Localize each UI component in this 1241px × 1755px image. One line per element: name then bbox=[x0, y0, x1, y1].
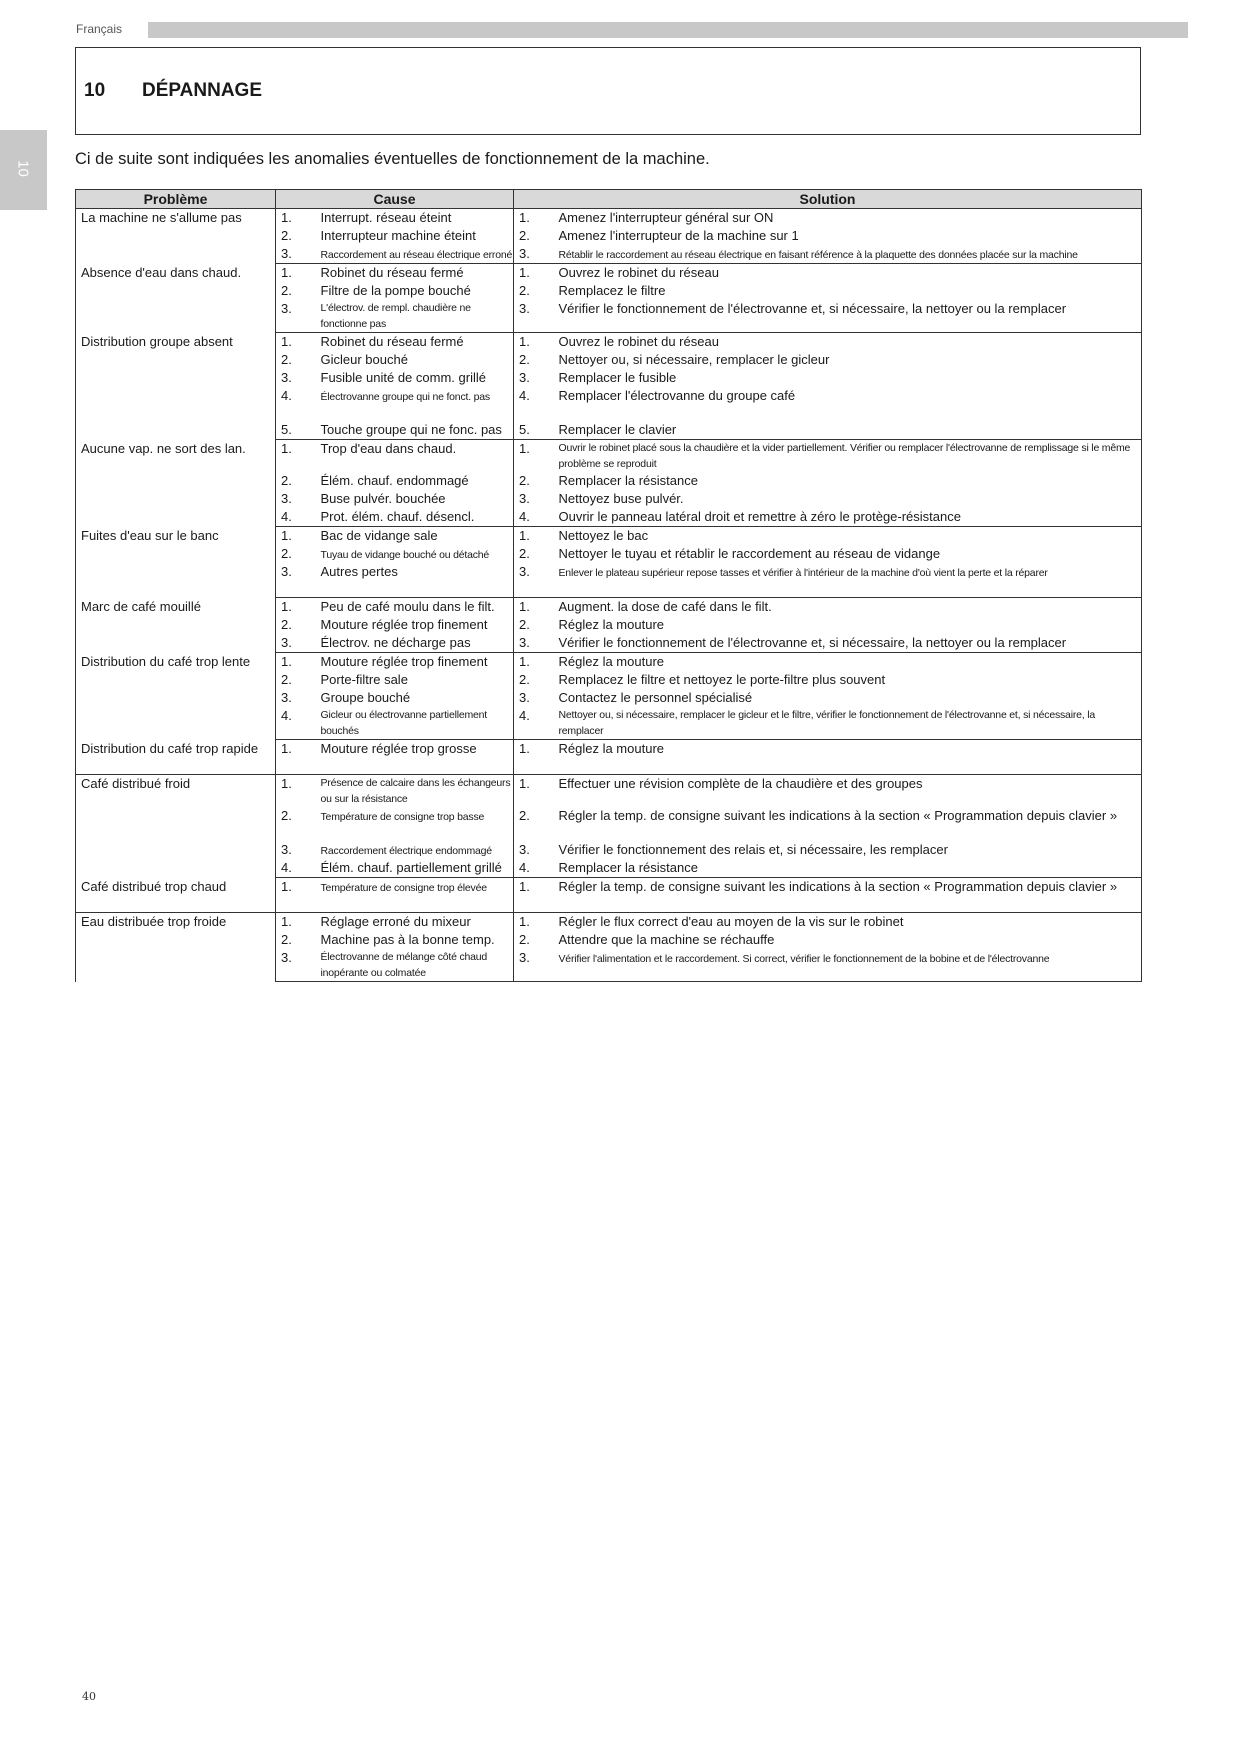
cause-number: 1. bbox=[276, 264, 321, 283]
cause-cell: Électrov. ne décharge pas bbox=[321, 634, 514, 653]
problem-cell: Eau distribuée trop froide bbox=[76, 913, 276, 982]
cause-number: 4. bbox=[276, 707, 321, 740]
solution-cell: Réglez la mouture bbox=[559, 616, 1142, 634]
solution-cell bbox=[559, 563, 1142, 598]
cause-cell-text: Température de consigne trop élevée bbox=[320, 882, 487, 894]
cause-number: 3. bbox=[276, 841, 321, 859]
solution-number: 1. bbox=[514, 209, 559, 228]
solution-number: 2. bbox=[514, 545, 559, 563]
table-row bbox=[76, 333, 1142, 352]
cause-number: 4. bbox=[276, 387, 321, 421]
cause-cell-text: Électrovanne groupe qui ne fonct. pas bbox=[320, 391, 490, 403]
cause-cell: Mouture réglée trop finement bbox=[321, 616, 514, 634]
solution-number: 3. bbox=[514, 563, 559, 598]
cause-number: 3. bbox=[276, 949, 321, 982]
table-row bbox=[76, 878, 1142, 913]
solution-number: 3. bbox=[514, 689, 559, 707]
solution-cell: Nettoyez buse pulvér. bbox=[559, 490, 1142, 508]
cause-cell: Fusible unité de comm. grillé bbox=[321, 369, 514, 387]
cause-cell bbox=[321, 387, 514, 421]
solution-number: 1. bbox=[514, 653, 559, 672]
cause-cell-text: Électrovanne de mélange côté chaud inopérante ou colmatée bbox=[320, 951, 488, 979]
problem-cell: Fuites d'eau sur le banc bbox=[76, 527, 276, 598]
solution-number: 1. bbox=[514, 333, 559, 352]
cause-cell: Gicleur bouché bbox=[321, 351, 514, 369]
problem-cell: Café distribué trop chaud bbox=[76, 878, 276, 913]
table-row bbox=[76, 264, 1142, 283]
chapter-side-tab bbox=[0, 130, 47, 210]
cause-cell bbox=[321, 775, 514, 808]
section-number: 10 bbox=[84, 80, 106, 101]
cause-cell: Porte-filtre sale bbox=[321, 671, 514, 689]
section-title-text: DÉPANNAGE bbox=[142, 80, 262, 101]
cause-cell: Bac de vidange sale bbox=[321, 527, 514, 546]
cause-number: 5. bbox=[276, 421, 321, 440]
cause-cell bbox=[321, 707, 514, 740]
solution-cell: Remplacer le fusible bbox=[559, 369, 1142, 387]
solution-cell: Remplacer l'électrovanne du groupe café bbox=[559, 387, 1142, 421]
solution-number: 2. bbox=[514, 671, 559, 689]
table-row bbox=[76, 209, 1142, 228]
solution-cell: Vérifier le fonctionnement des relais et, si nécessaire, les remplacer bbox=[559, 841, 1142, 859]
solution-cell: Remplacer la résistance bbox=[559, 859, 1142, 878]
cause-number: 4. bbox=[276, 859, 321, 878]
solution-number: 1. bbox=[514, 527, 559, 546]
solution-number: 3. bbox=[514, 634, 559, 653]
cause-cell-text: L'électrov. de rempl. chaudière ne fonctionne pas bbox=[320, 302, 471, 330]
solution-cell: Amenez l'interrupteur général sur ON bbox=[559, 209, 1142, 228]
cause-cell bbox=[321, 807, 514, 841]
table-body bbox=[76, 209, 1142, 982]
solution-number: 3. bbox=[514, 245, 559, 264]
solution-number: 3. bbox=[514, 949, 559, 982]
cause-cell: Groupe bouché bbox=[321, 689, 514, 707]
cause-cell-text: Raccordement au réseau électrique erroné bbox=[320, 249, 513, 261]
cause-number: 3. bbox=[276, 563, 321, 598]
solution-cell: Ouvrez le robinet du réseau bbox=[559, 333, 1142, 352]
problem-cell: Café distribué froid bbox=[76, 775, 276, 878]
cause-number: 2. bbox=[276, 351, 321, 369]
table-row bbox=[76, 598, 1142, 617]
solution-number: 1. bbox=[514, 264, 559, 283]
cause-number: 1. bbox=[276, 598, 321, 617]
cause-cell-text: Raccordement électrique endommagé bbox=[320, 845, 492, 857]
table-row bbox=[76, 440, 1142, 473]
header-cause: Cause bbox=[276, 190, 514, 209]
cause-number: 1. bbox=[276, 740, 321, 775]
solution-cell: Régler la temp. de consigne suivant les indications à la section « Programmation depuis clavier » bbox=[559, 878, 1142, 913]
cause-number: 2. bbox=[276, 807, 321, 841]
problem-cell: Absence d'eau dans chaud. bbox=[76, 264, 276, 333]
cause-number: 3. bbox=[276, 245, 321, 264]
header-solution: Solution bbox=[514, 190, 1142, 209]
cause-number: 1. bbox=[276, 775, 321, 808]
cause-number: 2. bbox=[276, 671, 321, 689]
cause-cell: Robinet du réseau fermé bbox=[321, 264, 514, 283]
solution-cell: Attendre que la machine se réchauffe bbox=[559, 931, 1142, 949]
problem-cell: Distribution groupe absent bbox=[76, 333, 276, 440]
cause-cell bbox=[321, 878, 514, 913]
cause-number: 2. bbox=[276, 931, 321, 949]
cause-number: 3. bbox=[276, 369, 321, 387]
cause-number: 2. bbox=[276, 472, 321, 490]
solution-number: 1. bbox=[514, 913, 559, 932]
solution-number: 4. bbox=[514, 707, 559, 740]
solution-number: 5. bbox=[514, 421, 559, 440]
cause-number: 1. bbox=[276, 440, 321, 473]
cause-cell: Touche groupe qui ne fonc. pas bbox=[321, 421, 514, 440]
solution-number: 1. bbox=[514, 740, 559, 775]
cause-cell bbox=[321, 949, 514, 982]
cause-cell: Élém. chauf. partiellement grillé bbox=[321, 859, 514, 878]
cause-cell-text: Présence de calcaire dans les échangeurs ou sur la résistance bbox=[320, 777, 511, 805]
cause-number: 2. bbox=[276, 545, 321, 563]
cause-number: 1. bbox=[276, 209, 321, 228]
solution-cell: Régler le flux correct d'eau au moyen de la vis sur le robinet bbox=[559, 913, 1142, 932]
table-row bbox=[76, 527, 1142, 546]
cause-number: 1. bbox=[276, 527, 321, 546]
solution-number: 4. bbox=[514, 859, 559, 878]
solution-number: 1. bbox=[514, 598, 559, 617]
cause-cell: Peu de café moulu dans le filt. bbox=[321, 598, 514, 617]
cause-number: 1. bbox=[276, 913, 321, 932]
cause-cell-text: Tuyau de vidange bouché ou détaché bbox=[320, 549, 490, 561]
solution-cell: Vérifier le fonctionnement de l'électrovanne et, si nécessaire, la nettoyer ou la remplacer bbox=[559, 634, 1142, 653]
solution-number: 3. bbox=[514, 369, 559, 387]
solution-number: 2. bbox=[514, 351, 559, 369]
solution-cell: Nettoyer ou, si nécessaire, remplacer le gicleur bbox=[559, 351, 1142, 369]
solution-number: 4. bbox=[514, 387, 559, 421]
solution-number: 1. bbox=[514, 775, 559, 808]
cause-cell-text: Gicleur ou électrovanne partiellement bouchés bbox=[320, 709, 488, 737]
cause-cell: Machine pas à la bonne temp. bbox=[321, 931, 514, 949]
cause-number: 3. bbox=[276, 490, 321, 508]
solution-number: 3. bbox=[514, 490, 559, 508]
cause-number: 3. bbox=[276, 634, 321, 653]
cause-number: 2. bbox=[276, 616, 321, 634]
section-title bbox=[84, 80, 262, 102]
solution-cell: Réglez la mouture bbox=[559, 740, 1142, 775]
solution-cell: Nettoyer le tuyau et rétablir le raccordement au réseau de vidange bbox=[559, 545, 1142, 563]
page-number: 40 bbox=[82, 1690, 96, 1703]
solution-cell: Régler la temp. de consigne suivant les indications à la section « Programmation depuis clavier » bbox=[559, 807, 1142, 841]
solution-cell: Remplacer la résistance bbox=[559, 472, 1142, 490]
cause-cell-text: Température de consigne trop basse bbox=[320, 811, 485, 823]
table-row bbox=[76, 740, 1142, 775]
cause-cell: Prot. élém. chauf. désencl. bbox=[321, 508, 514, 527]
problem-cell: Aucune vap. ne sort des lan. bbox=[76, 440, 276, 527]
cause-cell bbox=[321, 841, 514, 859]
solution-number: 1. bbox=[514, 440, 559, 473]
solution-number: 2. bbox=[514, 616, 559, 634]
cause-cell: Trop d'eau dans chaud. bbox=[321, 440, 514, 473]
cause-cell: Autres pertes bbox=[321, 563, 514, 598]
cause-cell: Élém. chauf. endommagé bbox=[321, 472, 514, 490]
solution-cell bbox=[559, 245, 1142, 264]
solution-cell bbox=[559, 949, 1142, 982]
cause-cell bbox=[321, 245, 514, 264]
cause-number: 2. bbox=[276, 227, 321, 245]
solution-number: 4. bbox=[514, 508, 559, 527]
table-header-row bbox=[76, 190, 1142, 209]
solution-cell-text: Rétablir le raccordement au réseau électrique en faisant référence à la plaquette des données placée sur la machine bbox=[558, 249, 1078, 261]
section-heading-box bbox=[75, 47, 1141, 135]
cause-cell: Interrupteur machine éteint bbox=[321, 227, 514, 245]
solution-number: 2. bbox=[514, 227, 559, 245]
table-row bbox=[76, 653, 1142, 672]
problem-cell: Marc de café mouillé bbox=[76, 598, 276, 653]
solution-cell: Contactez le personnel spécialisé bbox=[559, 689, 1142, 707]
cause-number: 4. bbox=[276, 508, 321, 527]
solution-cell: Effectuer une révision complète de la chaudière et des groupes bbox=[559, 775, 1142, 808]
table-row bbox=[76, 913, 1142, 932]
cause-number: 1. bbox=[276, 333, 321, 352]
solution-cell bbox=[559, 707, 1142, 740]
solution-number: 3. bbox=[514, 841, 559, 859]
cause-number: 3. bbox=[276, 300, 321, 333]
solution-cell-text: Nettoyer ou, si nécessaire, remplacer le gicleur et le filtre, vérifier le fonctionnement de l'électrovanne et, si nécessaire, la remplacer bbox=[558, 709, 1095, 737]
problem-cell: Distribution du café trop lente bbox=[76, 653, 276, 740]
cause-cell bbox=[321, 300, 514, 333]
solution-cell-text: Ouvrir le robinet placé sous la chaudière et la vider partiellement. Vérifier ou remplacer l'électrovanne de remplissage si le même problème se reproduit bbox=[558, 442, 1131, 470]
solution-number: 2. bbox=[514, 807, 559, 841]
intro-text: Ci de suite sont indiquées les anomalies éventuelles de fonctionnement de la machine. bbox=[75, 150, 710, 168]
solution-cell: Remplacer le clavier bbox=[559, 421, 1142, 440]
problem-cell: Distribution du café trop rapide bbox=[76, 740, 276, 775]
cause-cell: Filtre de la pompe bouché bbox=[321, 282, 514, 300]
language-label: Français bbox=[76, 22, 123, 36]
solution-cell: Ouvrez le robinet du réseau bbox=[559, 264, 1142, 283]
solution-number: 3. bbox=[514, 300, 559, 333]
solution-cell: Remplacez le filtre et nettoyez le porte-filtre plus souvent bbox=[559, 671, 1142, 689]
cause-cell: Réglage erroné du mixeur bbox=[321, 913, 514, 932]
cause-cell: Mouture réglée trop finement bbox=[321, 653, 514, 672]
header-problem: Problème bbox=[76, 190, 276, 209]
cause-number: 1. bbox=[276, 878, 321, 913]
cause-cell: Buse pulvér. bouchée bbox=[321, 490, 514, 508]
problem-cell: La machine ne s'allume pas bbox=[76, 209, 276, 264]
cause-cell: Robinet du réseau fermé bbox=[321, 333, 514, 352]
cause-number: 1. bbox=[276, 653, 321, 672]
solution-number: 2. bbox=[514, 931, 559, 949]
solution-cell: Nettoyez le bac bbox=[559, 527, 1142, 546]
solution-number: 2. bbox=[514, 472, 559, 490]
solution-cell: Remplacez le filtre bbox=[559, 282, 1142, 300]
solution-cell: Ouvrir le panneau latéral droit et remettre à zéro le protège-résistance bbox=[559, 508, 1142, 527]
solution-cell: Amenez l'interrupteur de la machine sur 1 bbox=[559, 227, 1142, 245]
cause-number: 2. bbox=[276, 282, 321, 300]
cause-cell: Mouture réglée trop grosse bbox=[321, 740, 514, 775]
solution-cell: Augment. la dose de café dans le filt. bbox=[559, 598, 1142, 617]
troubleshooting-table bbox=[75, 189, 1142, 982]
solution-cell-text: Vérifier l'alimentation et le raccordement. Si correct, vérifier le fonctionnement de la bobine et de l'électrovanne bbox=[558, 953, 1050, 965]
solution-cell: Réglez la mouture bbox=[559, 653, 1142, 672]
cause-cell: Interrupt. réseau éteint bbox=[321, 209, 514, 228]
solution-cell-text: Enlever le plateau supérieur repose tasses et vérifier à l'intérieur de la machine d'où vient la perte et la réparer bbox=[558, 567, 1048, 579]
solution-number: 1. bbox=[514, 878, 559, 913]
table-row bbox=[76, 775, 1142, 808]
solution-number: 2. bbox=[514, 282, 559, 300]
solution-cell bbox=[559, 440, 1142, 473]
cause-cell bbox=[321, 545, 514, 563]
cause-number: 3. bbox=[276, 689, 321, 707]
chapter-side-tab-number: 10 bbox=[14, 160, 32, 177]
header-bar bbox=[148, 22, 1188, 38]
solution-cell: Vérifier le fonctionnement de l'électrovanne et, si nécessaire, la nettoyer ou la remplacer bbox=[559, 300, 1142, 333]
